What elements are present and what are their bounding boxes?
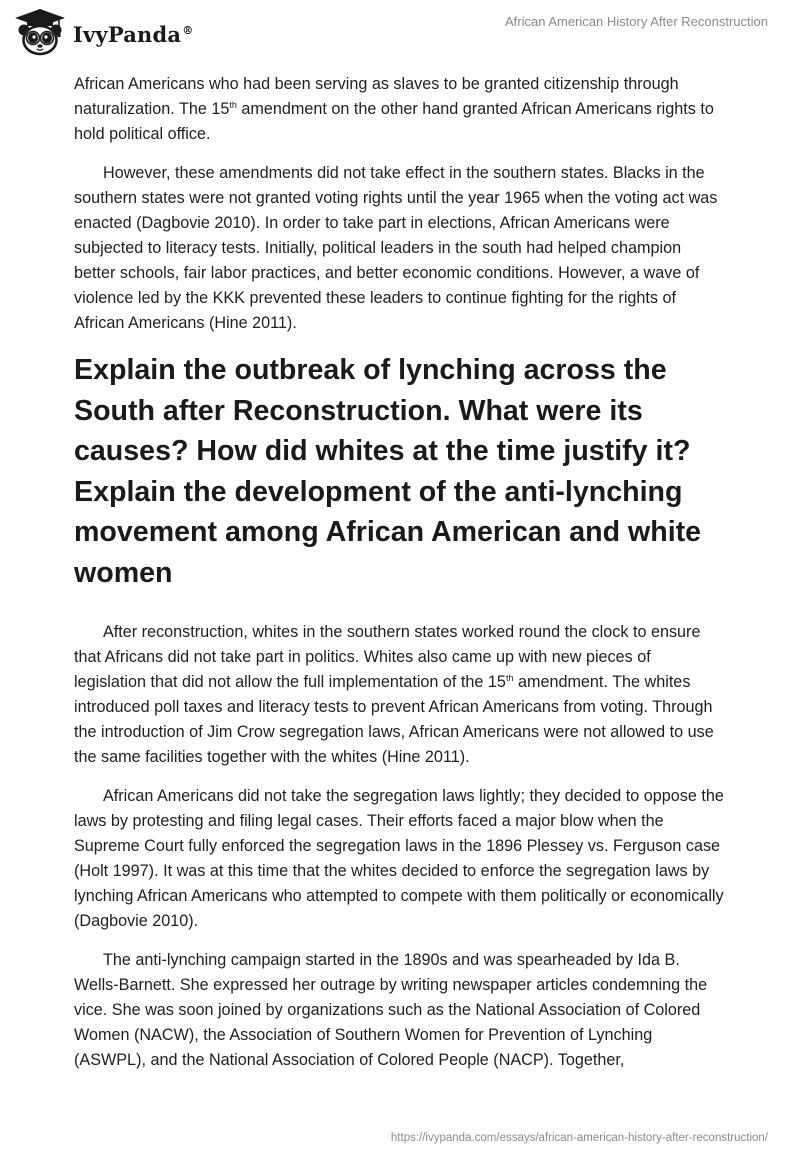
page-header xyxy=(0,0,800,64)
panda-graduate-icon xyxy=(13,7,67,57)
brand-logo[interactable] xyxy=(13,7,193,57)
source-url[interactable]: https://ivypanda.com/essays/african-american-history-after-reconstruction/ xyxy=(390,1132,768,1144)
article-body xyxy=(74,72,724,1087)
paragraph-3: After reconstruction, whites in the southern states worked round the clock to ensure that Africans did not take part in politics. Whites also came up with new pieces of legislation that did not allow the full implementation of the 15th amendment. The whites introduced poll taxes and literacy tests to prevent African Americans from voting. Through the introduction of Jim Crow segregation laws, African Americans were not allowed to use the same facilities together with the whites (Hine 2011). xyxy=(74,623,714,766)
paragraph-2: However, these amendments did not take effect in the southern states. Blacks in the southern states were not granted voting rights until the year 1965 when the voting act was enacted (Dagbovie 2010). In order to take part in elections, African Americans were subjected to literacy tests. Initially, political leaders in the south had helped champion better schools, fair labor practices, and better economic conditions. However, a wave of violence led by the KKK prevented these leaders to continue fighting for the rights of African Americans (Hine 2011). xyxy=(74,164,718,332)
paragraph-4: African Americans did not take the segregation laws lightly; they decided to oppose the laws by protesting and filing legal cases. Their efforts faced a major blow when the Supreme Court fully enforced the segregation laws in the 1896 Plessey vs. Ferguson case (Holt 1997). It was at this time that the whites decided to enforce the segregation laws by lynching African Americans who attempted to compete with them politically or economically (Dagbovie 2010). xyxy=(74,787,724,930)
superscript: th xyxy=(505,673,514,683)
paragraph-1: African Americans who had been serving as slaves to be granted citizenship through naturalization. The 15th amendment on the other hand granted African Americans rights to hold political office. xyxy=(74,75,714,143)
brand-name xyxy=(73,22,193,47)
brand-text: IvyPanda xyxy=(73,21,182,47)
document-title: African American History After Reconstruction xyxy=(505,14,768,29)
superscript: th xyxy=(229,100,237,110)
section-heading: Explain the outbreak of lynching across the South after Reconstruction. What were its causes? How did whites at the time justify it? Explain the development of the anti-lynching movement among African American and white women xyxy=(74,354,702,589)
registered-mark: ® xyxy=(182,23,194,37)
paragraph-5: The anti-lynching campaign started in the 1890s and was spearheaded by Ida B. Wells-Barnett. She expressed her outrage by writing newspaper articles condemning the vice. She was soon joined by organizations such as the National Association of Colored Women (NACW), the Association of Southern Women for Prevention of Lynching (ASWPL), and the National Association of Colored People (NACP). Together, xyxy=(74,951,708,1069)
